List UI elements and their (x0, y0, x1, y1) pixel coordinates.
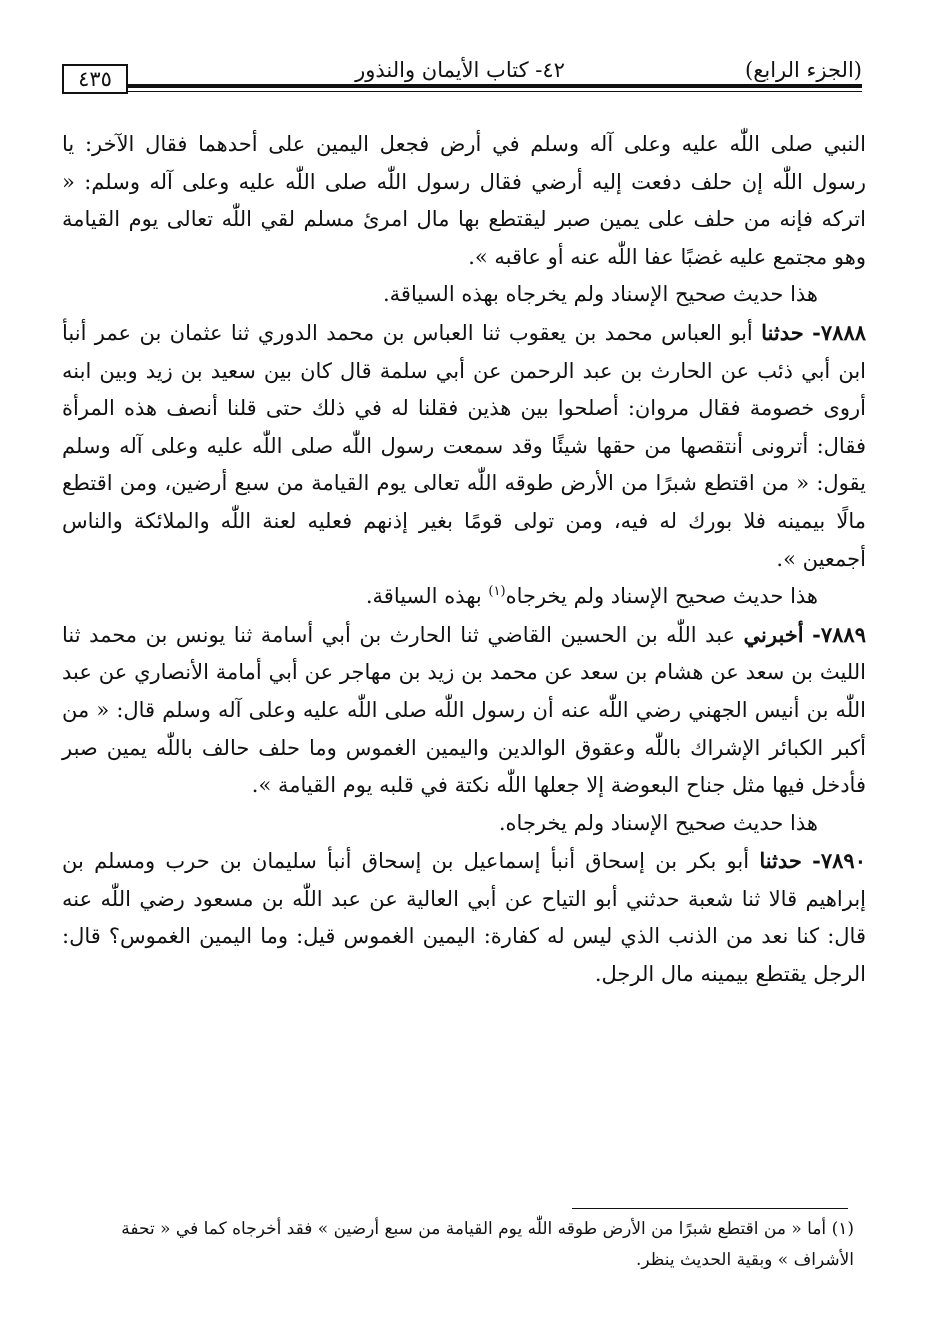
hadith-number: ٧٨٨٨- (812, 319, 867, 345)
grading-text: هذا حديث صحيح الإسناد ولم يخرجاه (505, 584, 818, 609)
grading-note: هذا حديث صحيح الإسناد ولم يخرجاه. (498, 810, 818, 835)
header-rule-thick (128, 84, 862, 88)
footnote (62, 1214, 854, 1276)
hadith-text: أبو العباس محمد بن يعقوب ثنا العباس بن محمد الدوري ثنا عثمان بن عمر أنبأ ابن أبي ذئب عن الحارث بن عبد الرحمن عن أبي سلمة قال كان بين سعيد بن زيد وبين ابنه أروى خصومة فقال مروان: أصلحوا بين هذين فقلنا له في ذلك حتى قلنا أنصف هذه المرأة فقال: أترونى أنتقصها من حقها شيئًا وقد سمعت رسول اللّٰه صلى اللّٰه عليه وعلى آله وسلم يقول: « من اقتطع شبرًا من الأرض طوقه اللّٰه تعالى يوم القيامة من سبع أرضين، ومن اقتطع مالًا بيمينه فلا بورك له فيه، ومن تولى قومًا بغير إذنهم فعليه لعنة اللّٰه والملائكة والناس أجمعين ». (62, 320, 866, 571)
hadith-7890 (62, 842, 866, 993)
footnote-reference[interactable]: (١) (488, 584, 506, 600)
hadith-keyword: حدثنا (761, 319, 804, 345)
hadith-7889 (62, 616, 866, 805)
footnote-marker: (١) (831, 1219, 854, 1239)
hadith-text: عبد اللّٰه بن الحسين القاضي ثنا الحارث بن أبي أسامة ثنا يونس بن محمد ثنا الليث بن سعد عن هشام بن سعد عن محمد بن زيد بن مهاجر عن أبي أمامة الأنصاري عن عبد اللّٰه بن أنيس الجهني رضي اللّٰه عنه أن رسول اللّٰه صلى اللّٰه عليه وعلى آله وسلم قال: « من أكبر الكبائر الإشراك باللّٰه وعقوق الوالدين واليمين الغموس وما حلف حالف باللّٰه يمين صبر فأدخل فيها مثل جناح البعوضة إلا جعلها اللّٰه نكتة في قلبه يوم القيامة ». (62, 622, 866, 798)
header-volume: (الجزء الرابع) (745, 58, 862, 82)
hadith-keyword: أخبرني (743, 621, 804, 647)
hadith-text: أبو بكر بن إسحاق أنبأ إسماعيل بن إسحاق أنبأ سليمان بن حرب ومسلم بن إبراهيم قالا ثنا شعبة حدثني أبو التياح عن أبي العالية عن عبد اللّٰه بن مسعود رضي اللّٰه عنه قال: كنا نعد من الذنب الذي ليس له كفارة: اليمين الغموس قيل: وما اليمين الغموس؟ قال: الرجل يقتطع بيمينه مال الرجل. (62, 849, 866, 987)
footnote-rule (572, 1208, 848, 1209)
grading-note: هذا حديث صحيح الإسناد ولم يخرجاه بهذه السياقة. (382, 282, 818, 307)
hadith-keyword: حدثنا (759, 848, 802, 874)
paragraph-continuation: النبي صلى اللّٰه عليه وعلى آله وسلم في أرض فجعل اليمين على أحدهما فقال الآخر: يا رسول اللّٰه إن حلف دفعت إليه أرضي فقال رسول اللّٰه صلى اللّٰه عليه وعلى آله وسلم: « اتركه فإنه من حلف على يمين صبر ليقتطع بها مال امرئ مسلم لقي اللّٰه تعالى يوم القيامة وهو مجتمع عليه غضبًا عفا اللّٰه عنه أو عاقبه ». (62, 132, 866, 269)
header-book-title: ٤٢- كتاب الأيمان والنذور (355, 58, 565, 82)
hadith-7888 (62, 314, 866, 578)
page-number: ٤٣٥ (62, 64, 128, 94)
header-rule-thin (128, 91, 862, 92)
hadith-number: ٧٨٩٠- (812, 848, 866, 874)
main-text (62, 126, 866, 994)
hadith-number: ٧٨٨٩- (812, 621, 866, 647)
footnote-text: أما « من اقتطع شبرًا من الأرض طوقه اللّٰه يوم القيامة من سبع أرضين » فقد أخرجاه كما في « تحفة الأشراف » وبقية الحديث ينظر. (121, 1219, 854, 1270)
grading-text-end: بهذه السياقة. (365, 584, 489, 609)
grading-note (62, 578, 866, 616)
